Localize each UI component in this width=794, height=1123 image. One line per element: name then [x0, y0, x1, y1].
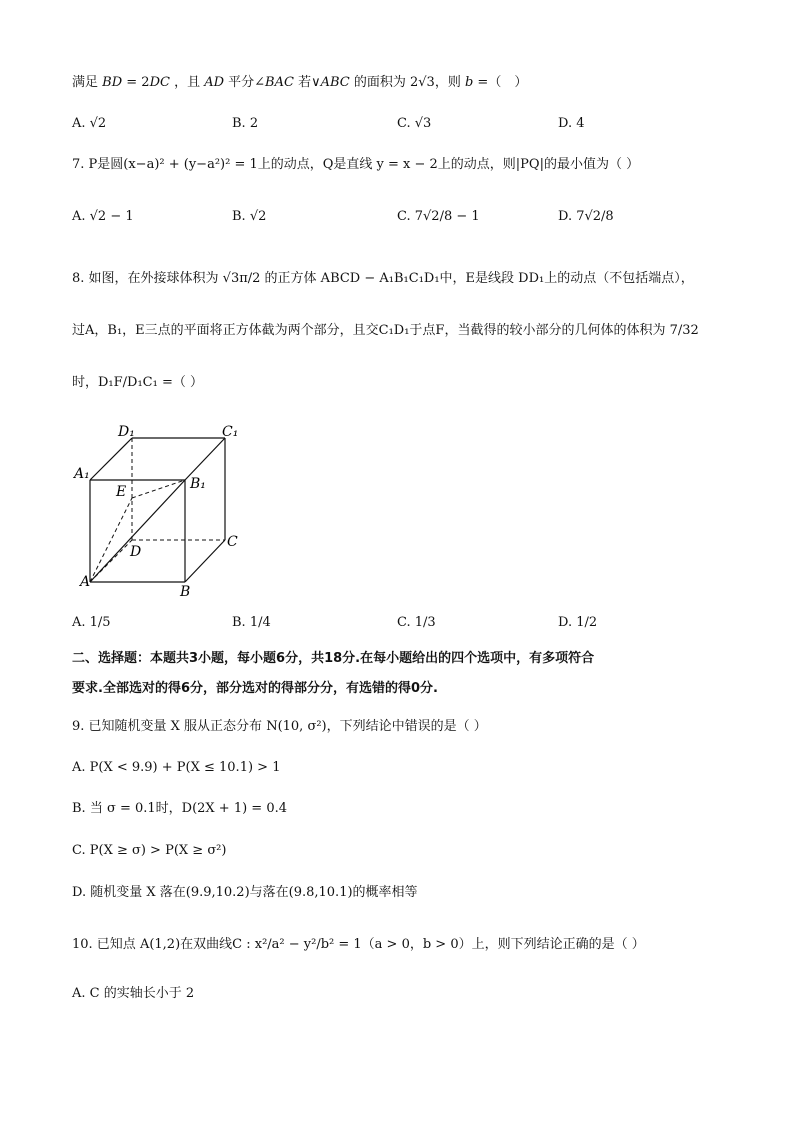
section2-heading-line1: 二、选择题：本题共3小题，每小题6分，共18分.在每小题给出的四个选项中，有多项符合: [72, 651, 595, 666]
q9-option-a[interactable]: A. P(X < 9.9) + P(X ≤ 10.1) > 1: [72, 760, 281, 775]
q7-option-a[interactable]: A. √2 − 1: [72, 209, 134, 224]
label-b1: B₁: [190, 476, 206, 492]
q6-option-a[interactable]: A. √2: [72, 116, 107, 131]
q6-option-b[interactable]: B. 2: [232, 116, 259, 131]
q8-option-a[interactable]: A. 1/5: [72, 615, 111, 630]
q9-option-d[interactable]: D. 随机变量 X 落在(9.9,10.2)与落在(9.8,10.1)的概率相等: [72, 885, 418, 900]
q6-option-d[interactable]: D. 4: [558, 116, 585, 131]
label-d: D: [130, 544, 142, 560]
q8-stem-line3: 时，D₁F/D₁C₁ =（ ）: [72, 375, 203, 390]
label-a1: A₁: [74, 466, 90, 482]
q8-stem-line2: 过A，B₁，E三点的平面将正方体截为两个部分，且交C₁D₁于点F，当截得的较小部分的几何体的体积为 7/32: [72, 323, 699, 338]
edge-ad: [90, 540, 132, 582]
q8-stem-line1: 8. 如图，在外接球体积为 √3π/2 的正方体 ABCD − A₁B₁C₁D₁中，E是线段 DD₁上的动点（不包括端点），: [72, 271, 694, 286]
q7-stem: 7. P是圆(x−a)² + (y−a²)² = 1上的动点，Q是直线 y = x − 2上的动点，则|PQ|的最小值为（ ）: [72, 157, 640, 172]
section2-heading-line2: 要求.全部选对的得6分，部分选对的得部分分，有选错的得0分.: [72, 681, 438, 696]
q10-option-a[interactable]: A. C 的实轴长小于 2: [72, 986, 195, 1001]
q10-stem: 10. 已知点 A(1,2)在双曲线C : x²/a² − y²/b² = 1（a > 0，b > 0）上，则下列结论正确的是（ ）: [72, 937, 645, 952]
q9-stem: 9. 已知随机变量 X 服从正态分布 N(10, σ²)，下列结论中错误的是（ ）: [72, 719, 487, 734]
label-c1: C₁: [222, 424, 239, 440]
label-a: A: [80, 574, 91, 590]
segment-ab1: [90, 480, 185, 582]
q8-option-c[interactable]: C. 1/3: [397, 615, 436, 630]
q8-option-d[interactable]: D. 1/2: [558, 615, 598, 630]
label-b: B: [180, 584, 191, 600]
q7-option-d[interactable]: D. 7√2/8: [558, 209, 614, 224]
q9-option-b[interactable]: B. 当 σ = 0.1时，D(2X + 1) = 0.4: [72, 801, 288, 816]
edge-b1c1: [185, 438, 225, 480]
segment-ae: [90, 498, 132, 582]
label-d1: D₁: [118, 424, 135, 440]
label-e: E: [116, 484, 127, 500]
q9-option-c[interactable]: C. P(X ≥ σ) > P(X ≥ σ²): [72, 843, 227, 858]
cube-figure: [70, 420, 250, 600]
label-c: C: [227, 534, 238, 550]
edge-bc: [185, 540, 225, 582]
q8-option-b[interactable]: B. 1/4: [232, 615, 271, 630]
q6-option-c[interactable]: C. √3: [397, 116, 432, 131]
edge-a1d1: [90, 438, 132, 480]
q7-option-c[interactable]: C. 7√2/8 − 1: [397, 209, 480, 224]
q7-option-b[interactable]: B. √2: [232, 209, 267, 224]
q6-stem-line: 满足 BD = 2DC ，且 AD 平分∠BAC 若∨ABC 的面积为 2√3，则 b =（ ）: [72, 75, 528, 90]
